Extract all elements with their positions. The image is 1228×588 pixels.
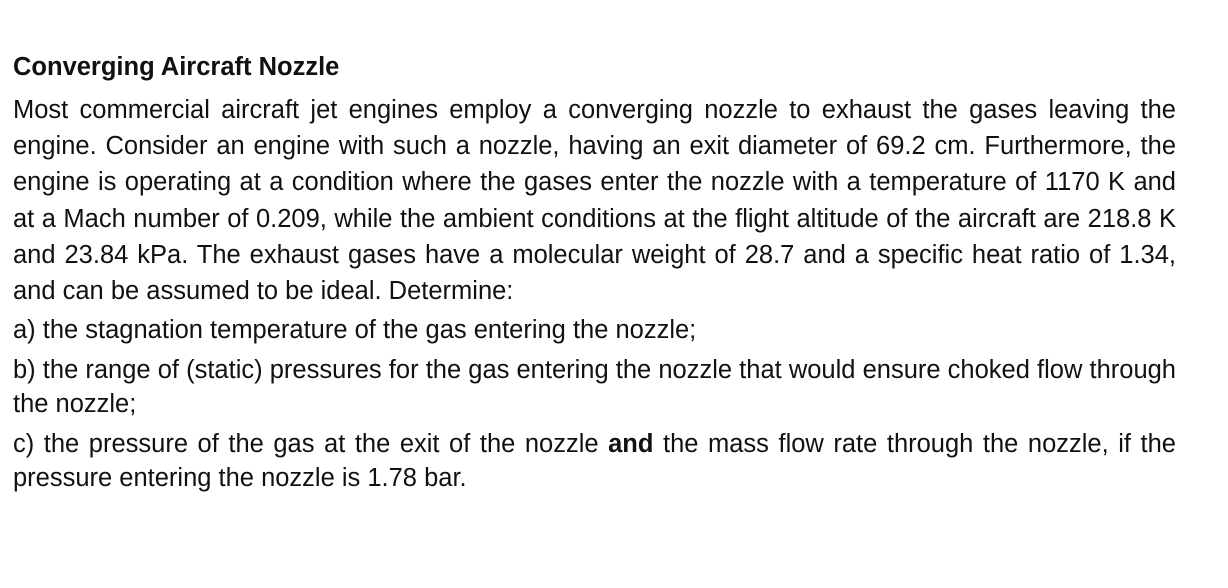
question-c [13,427,1176,495]
problem-intro: Most commercial aircraft jet engines employ a converging nozzle to exhaust the gases leaving the engine. Consider an engine with such a nozzle, having an exit diameter of 69.2 cm. Furthermore, the engine is operating at a condition where the gases enter the nozzle with a temperature of 1170 K and at a Mach number of 0.209, while the ambient conditions at the flight altitude of the aircraft are 218.8 K and 23.84 kPa. The exhaust gases have a molecular weight of 28.7 and a specific heat ratio of 1.34, and can be assumed to be ideal. Determine: [13,96,1176,306]
problem-title: Converging Aircraft Nozzle [13,53,340,81]
question-b: b) the range of (static) pressures for the gas entering the nozzle that would ensure choked flow through the nozzle; [13,356,1176,419]
question-c-bold: and [608,430,654,459]
question-a: a) the stagnation temperature of the gas entering the nozzle; [13,316,697,345]
problem-document [13,50,1176,495]
question-c-text-2: the mass flow rate through the nozzle, if the pressure entering the nozzle is 1.78 bar. [13,430,1176,493]
question-c-text-1: c) the pressure of the gas at the exit of the nozzle [13,430,609,459]
